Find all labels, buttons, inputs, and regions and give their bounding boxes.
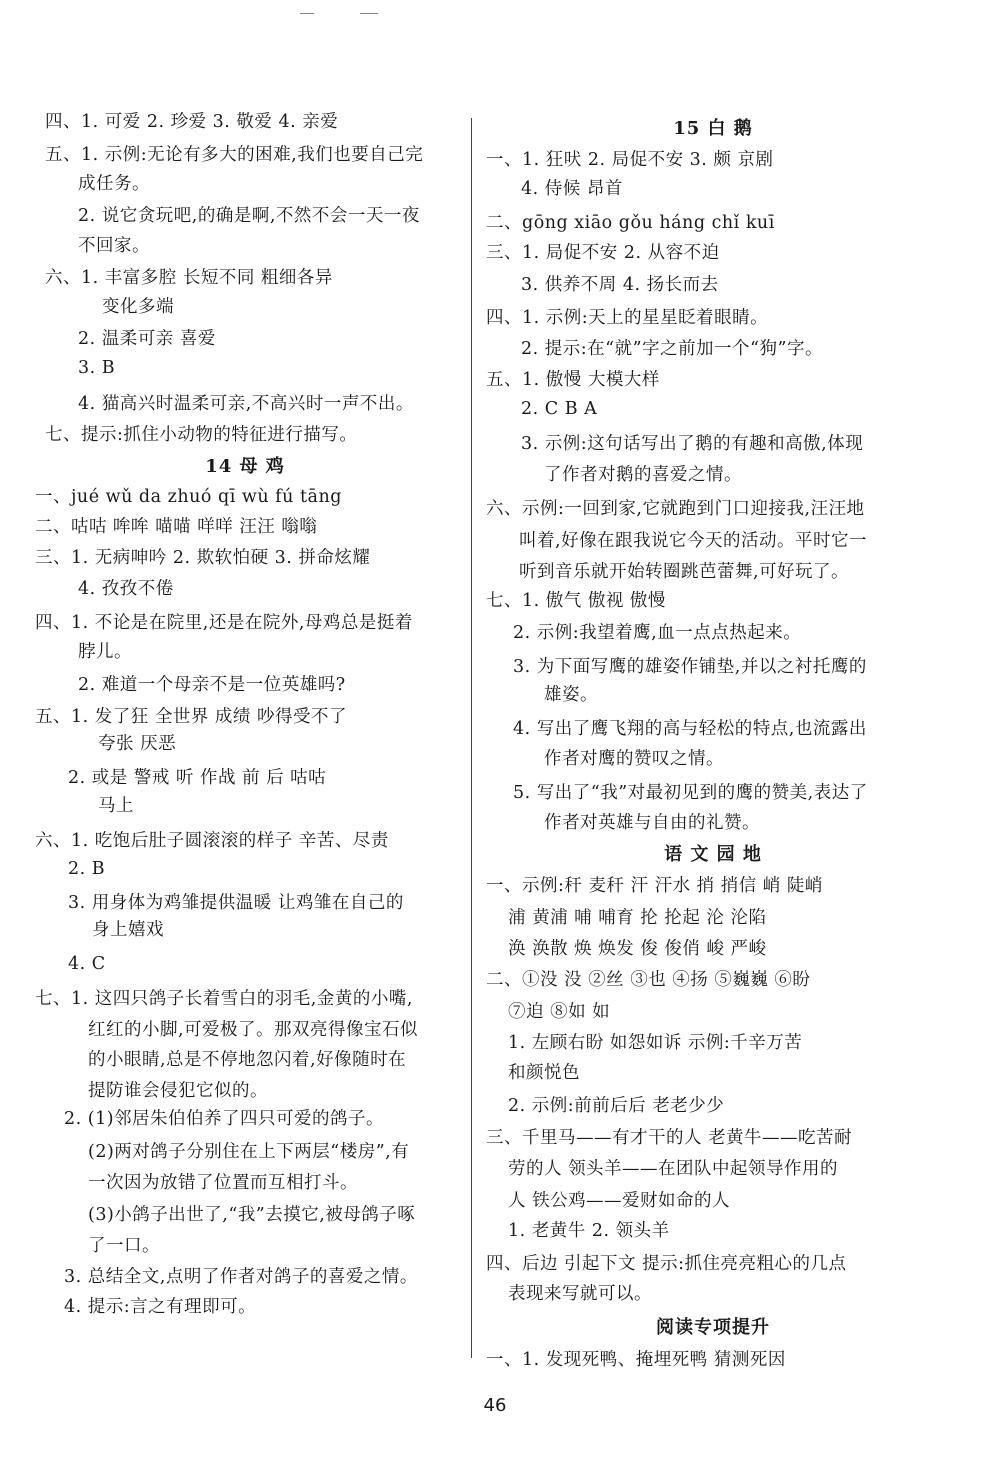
answer-line: (3)小鸽子出世了,“我”去摸它,被母鸽子啄 [88,1205,416,1225]
answer-line: 红红的小脚,可爱极了。那双亮得像宝石似 [88,1020,419,1040]
answer-line: 2. 难道一个母亲不是一位英雄吗? [78,675,346,695]
answer-line: 一、jué wǔ da zhuó qī wù fú tāng [35,487,342,507]
section-title: 阅读专项提升 [656,1317,770,1338]
answer-line: (2)两对鸽子分别住在上下两层“楼房”,有 [88,1142,410,1162]
answer-line: 六、示例:一回到家,它就跑到门口迎接我,汪汪地 [486,499,865,519]
answer-line: 4. 孜孜不倦 [78,579,174,599]
answer-line: 涣 涣散 焕 焕发 俊 俊俏 峻 严峻 [508,939,767,959]
answer-line: 4. 猫高兴时温柔可亲,不高兴时一声不出。 [78,394,414,414]
answer-line: 五、1. 示例:无论有多大的困难,我们也要自己完 [45,145,424,165]
answer-line: 四、后边 引起下文 提示:抓住亮亮粗心的几点 [486,1254,847,1274]
answer-line: 夸张 厌恶 [98,734,177,754]
answer-line: 四、1. 可爱 2. 珍爱 3. 敬爱 4. 亲爱 [45,112,339,132]
answer-line: 了一口。 [88,1236,160,1256]
answer-line: 和颜悦色 [508,1063,580,1083]
answer-line: 4. 侍候 昂首 [521,179,623,199]
answer-line: 二、①没 没 ②丝 ③也 ④扬 ⑤巍巍 ⑥盼 [486,970,811,990]
answer-line: 表现来写就可以。 [508,1284,652,1304]
answer-line: 脖儿。 [78,642,132,662]
answer-line: 2. B [68,859,106,879]
answer-line: 雄姿。 [544,685,598,705]
answer-line: 马上 [98,796,134,816]
answer-line: 叫着,好像在跟我说它今天的活动。平时它一 [519,531,868,551]
answer-line: 提防谁会侵犯它似的。 [88,1081,268,1101]
top-mark-left [300,13,314,14]
answer-line: 六、1. 吃饱后肚子圆滚滚的样子 辛苦、尽责 [35,831,389,851]
answer-line: 的小眼睛,总是不停地忽闪着,好像随时在 [88,1050,407,1070]
answer-line: 七、1. 傲气 傲视 傲慢 [486,591,666,611]
answer-line: 3. 为下面写鹰的雄姿作铺垫,并以之衬托鹰的 [513,657,867,677]
answer-line: 3. 用身体为鸡雏提供温暖 让鸡雏在自己的 [68,893,404,913]
answer-line: 一、1. 发现死鸭、掩埋死鸭 猜测死因 [486,1350,786,1370]
answer-line: 3. 示例:这句话写出了鹅的有趣和高傲,体现 [521,434,864,454]
answer-line: 四、1. 不论是在院里,还是在院外,母鸡总是挺着 [35,613,413,633]
answer-line: 2. 示例:我望着鹰,血一点点热起来。 [513,623,802,643]
answer-line: 1. 左顾右盼 如怨如诉 示例:千辛万苦 [508,1033,803,1053]
answer-line: 2. 说它贪玩吧,的确是啊,不然不会一天一夜 [78,206,420,226]
answer-line: ⑦迫 ⑧如 如 [508,1002,611,1022]
answer-line: 4. 提示:言之有理即可。 [64,1297,257,1317]
answer-line: 三、1. 无病呻吟 2. 欺软怕硬 3. 拼命炫耀 [35,548,371,568]
answer-line: 变化多端 [102,297,174,317]
answer-line: 劳的人 领头羊——在团队中起领导作用的 [508,1159,839,1179]
answer-line: 2. 或是 警戒 听 作战 前 后 咕咕 [68,768,327,788]
answer-line: 浦 黄浦 哺 哺育 抡 抡起 沦 沦陷 [508,908,767,928]
answer-line: 七、1. 这四只鸽子长着雪白的羽毛,金黄的小嘴, [35,989,413,1009]
answer-line: 了作者对鹅的喜爱之情。 [544,465,742,485]
answer-line: 二、gōng xiāo gǒu háng chǐ kuī [486,213,775,233]
section-title: 15 白 鹅 [673,118,753,139]
answer-line: 2. 示例:前前后后 老老少少 [508,1096,725,1116]
answer-line: 听到音乐就开始转圈跳芭蕾舞,可好玩了。 [519,562,850,582]
page-number: 46 [483,1395,507,1416]
answer-line: 一次因为放错了位置而互相打斗。 [88,1173,358,1193]
answer-line: 2. C B A [521,399,598,419]
answer-line: 作者对英雄与自由的礼赞。 [544,813,760,833]
answer-line: 作者对鹰的赞叹之情。 [544,749,724,769]
answer-line: 一、1. 狂吠 2. 局促不安 3. 颇 京剧 [486,150,774,170]
answer-line: 2. 提示:在“就”字之前加一个“狗”字。 [521,339,823,359]
answer-line: 六、1. 丰富多腔 长短不同 粗细各异 [45,268,333,288]
answer-line: 人 铁公鸡——爱财如命的人 [508,1191,731,1211]
answer-line: 3. 供养不周 4. 扬长而去 [521,275,719,295]
answer-line: 2. 温柔可亲 喜爱 [78,329,216,349]
answer-line: 一、示例:秆 麦秆 汗 汗水 捎 捎信 峭 陡峭 [486,876,823,896]
answer-line: 3. B [78,358,116,378]
answer-line: 成任务。 [78,174,150,194]
section-title: 14 母 鸡 [205,456,285,477]
answer-line: 5. 写出了“我”对最初见到的鹰的赞美,表达了 [513,783,868,803]
answer-line: 三、千里马——有才干的人 老黄牛——吃苦耐 [486,1128,853,1148]
answer-line: 身上嬉戏 [92,920,164,940]
answer-line: 五、1. 傲慢 大模大样 [486,370,660,390]
answer-line: 不回家。 [78,236,150,256]
answer-line: 四、1. 示例:天上的星星眨着眼睛。 [486,308,769,328]
answer-line: 三、1. 局促不安 2. 从容不迫 [486,243,720,263]
answer-line: 3. 总结全文,点明了作者对鸽子的喜爱之情。 [64,1267,418,1287]
answer-line: 1. 老黄牛 2. 领头羊 [508,1221,670,1241]
answer-line: 4. C [68,954,106,974]
column-divider [471,118,472,1358]
answer-line: 2. (1)邻居朱伯伯养了四只可爱的鸽子。 [64,1109,385,1129]
answer-line: 七、提示:抓住小动物的特征进行描写。 [45,425,358,445]
answer-line: 二、咕咕 哞哞 喵喵 咩咩 汪汪 嗡嗡 [35,517,318,537]
top-mark-right [360,13,378,14]
answer-line: 五、1. 发了狂 全世界 成绩 吵得受不了 [35,707,347,727]
answer-line: 4. 写出了鹰飞翔的高与轻松的特点,也流露出 [513,719,867,739]
section-title: 语 文 园 地 [664,844,762,865]
